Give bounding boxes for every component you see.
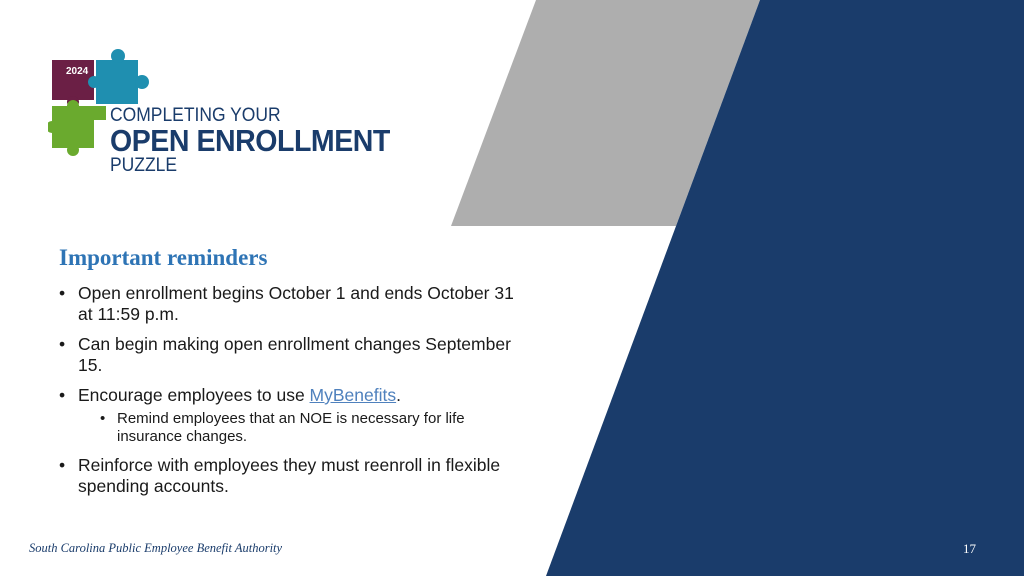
bullet-text: Open enrollment begins October 1 and ends October 31 at 11:59 p.m. [78, 283, 514, 324]
bullet-dot-icon: • [59, 385, 66, 405]
section-heading: Important reminders [59, 245, 268, 270]
page-number: 17 [963, 541, 976, 556]
footer-organization: South Carolina Public Employee Benefit Authority [29, 541, 283, 555]
bullet-item [59, 455, 529, 497]
bullet-text: Reinforce with employees they must reenroll in flexible spending accounts. [78, 455, 501, 496]
bullet-text: Can begin making open enrollment changes September 15. [78, 334, 511, 375]
bullet-item [59, 385, 529, 406]
mybenefits-link[interactable]: MyBenefits [309, 385, 397, 405]
bullet-text-prefix: Encourage employees to use [78, 385, 310, 405]
bullet-item [59, 283, 529, 325]
logo-year: 2024 [66, 66, 89, 77]
sub-bullet-text: Remind employees that an NOE is necessary for life insurance changes. [117, 410, 465, 445]
bullet-dot-icon: • [100, 410, 106, 427]
logo-line-1: COMPLETING YOUR [110, 105, 281, 126]
bullet-dot-icon: • [59, 334, 66, 354]
logo-line-3: PUZZLE [110, 155, 178, 176]
logo-line-2: OPEN ENROLLMENT [110, 123, 390, 158]
bullet-item [59, 334, 529, 376]
bullet-text-suffix: . [396, 385, 401, 405]
open-enrollment-logo [48, 44, 388, 184]
bullet-dot-icon: • [59, 455, 66, 475]
bullet-dot-icon: • [59, 283, 66, 303]
reminder-list [59, 283, 529, 506]
sub-bullet-item [59, 410, 529, 446]
